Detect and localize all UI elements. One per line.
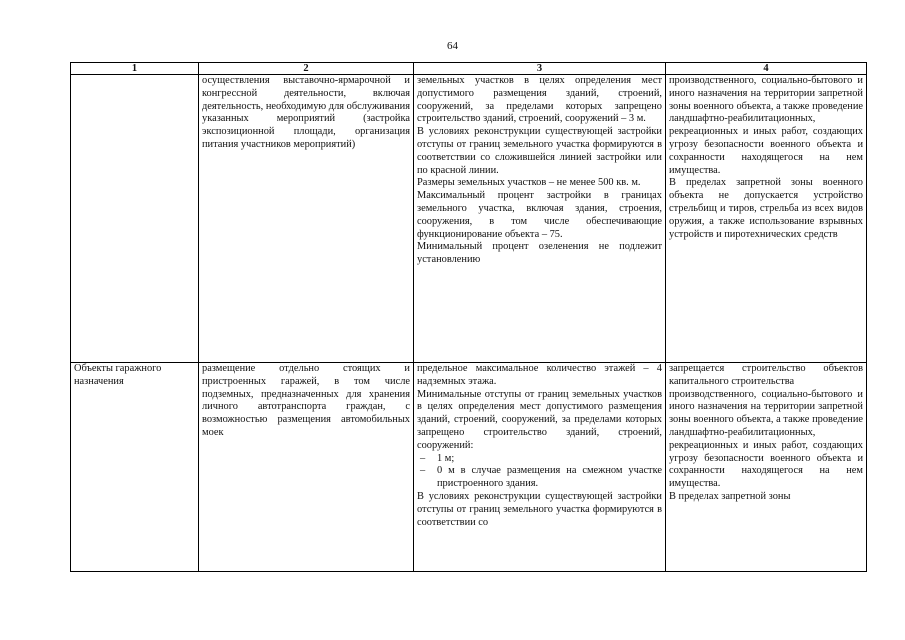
cell-parameters	[414, 75, 666, 363]
table-row	[71, 75, 867, 363]
cell-use-type	[71, 75, 199, 363]
cell-use-description	[199, 75, 414, 363]
cell-restrictions	[666, 75, 867, 363]
cell-use-description	[199, 363, 414, 572]
column-header-2: 2	[199, 63, 414, 75]
restriction-paragraph: производственного, социально-бытового и иного назначения на территории запретной зоны военного объекта, а также проведение ландшафтно-реабилитационных, рекреационных и иных работ, создающих угрозу безопасности военного объекта и сохранности находящегося на нем имущества.	[669, 75, 863, 176]
parameter-paragraph: Минимальный процент озеленения не подлежит установлению	[417, 241, 662, 266]
regulations-table	[70, 62, 867, 572]
parameter-paragraph: земельных участков в целях определения мест допустимого размещения зданий, строений, сооружений, за пределами которых запрещено строительство зданий, строений, сооружений – 3 м.	[417, 75, 662, 125]
use-type-text: Объекты гаражного назначения	[74, 363, 162, 387]
page-number: 64	[447, 40, 458, 52]
table-row	[71, 363, 867, 572]
setback-list	[417, 453, 662, 491]
list-item: – 0 м в случае размещения на смежном участке пристроенного здания.	[417, 465, 662, 491]
parameter-paragraph: Размеры земельных участков – не менее 500 кв. м.	[417, 177, 641, 189]
parameter-paragraph: В условиях реконструкции существующей застройки отступы от границ земельного участка формируются в соответствии со сложившейся линией застройки или по красной линии.	[417, 126, 662, 176]
column-header-1: 1	[71, 63, 199, 75]
cell-parameters	[414, 363, 666, 572]
use-description-text: осуществления выставочно-ярмарочной и конгрессной деятельности, включая деятельность, необходимую для обслуживания указанных мероприятий (застройка экспозиционной площади, организация питания участников мероприятий)	[202, 75, 410, 150]
restriction-paragraph: запрещается строительство объектов капитального строительства	[669, 363, 863, 387]
list-item: – 1 м;	[417, 453, 662, 466]
restriction-paragraph: производственного, социально-бытового и иного назначения на территории запретной зоны военного объекта, а также проведение ландшафтно-реабилитационных, рекреационных и иных работ, создающих угрозу безопасности военного объекта и сохранности находящегося на нем имущества.	[669, 388, 863, 490]
cell-restrictions	[666, 363, 867, 572]
parameter-paragraph: Максимальный процент застройки в границах земельного участка, включая здания, строения, сооружения, в том числе обеспечивающие функционирование объекта – 75.	[417, 190, 662, 240]
table-header-row	[71, 63, 867, 75]
use-description-text: размещение отдельно стоящих и пристроенных гаражей, в том числе подземных, предназначенных для хранения личного автотранспорта граждан, с возможностью размещения автомобильных моек	[202, 363, 410, 438]
parameter-paragraph: Минимальные отступы от границ земельных участков в целях определения мест допустимого размещения зданий, строений, сооружений, за пределами которых запрещено строительство зданий, строений, сооружений:	[417, 388, 662, 451]
restriction-paragraph: В пределах запретной зоны	[669, 490, 791, 502]
parameter-paragraph: В условиях реконструкции существующей застройки отступы от границ земельного участка формируются в соответствии со	[417, 490, 662, 528]
cell-use-type	[71, 363, 199, 572]
parameter-paragraph: предельное максимальное количество этажей – 4 надземных этажа.	[417, 363, 662, 387]
column-header-3: 3	[414, 63, 666, 75]
restriction-paragraph: В пределах запретной зоны военного объекта не допускается устройство стрельбищ и тиров, стрельба из всех видов оружия, а также использование взрывных устройств и пиротехнических средств	[669, 177, 863, 240]
column-header-4: 4	[666, 63, 867, 75]
